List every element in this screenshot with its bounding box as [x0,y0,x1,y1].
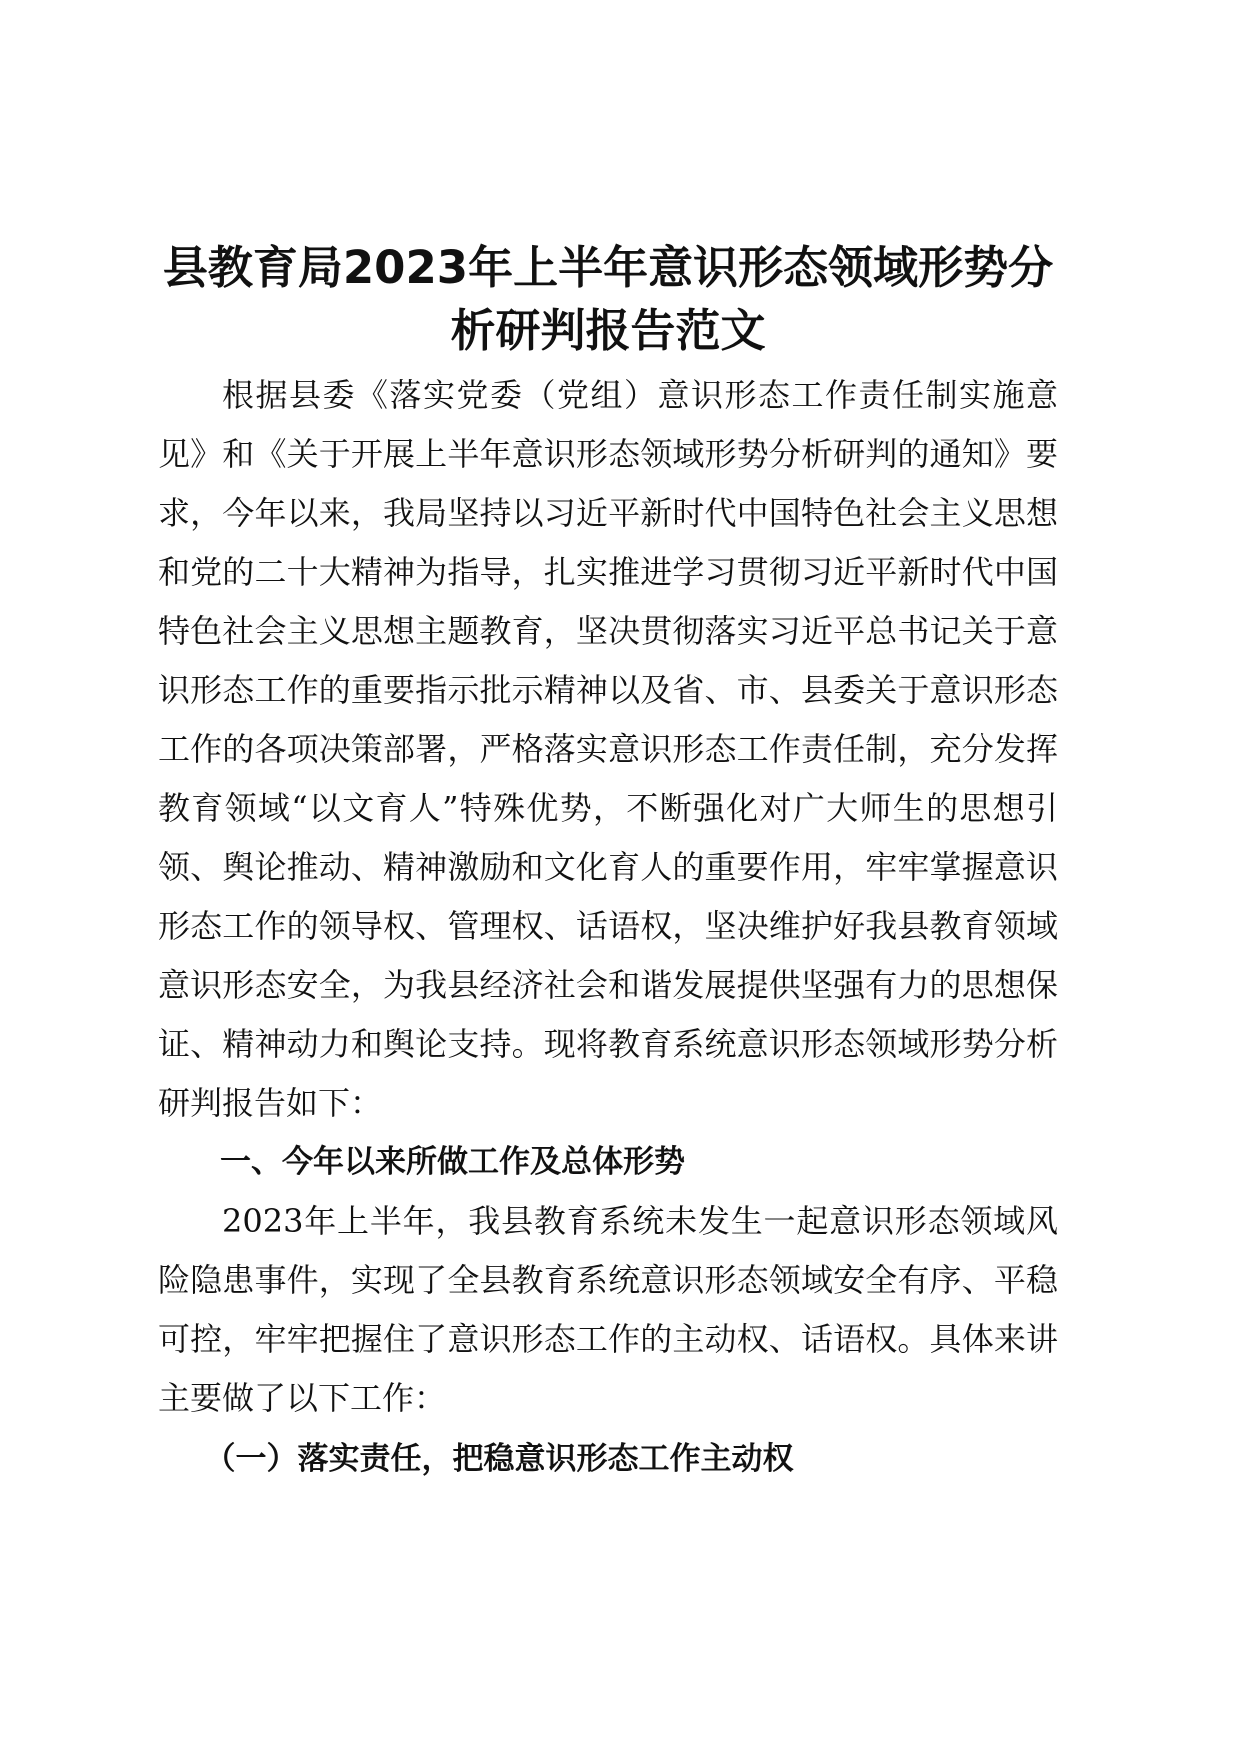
intro-paragraph: 根据县委《落实党委（党组）意识形态工作责任制实施意见》和《关于开展上半年意识形态领域形势分析研判的通知》要求，今年以来，我局坚持以习近平新时代中国特色社会主义思想和党的二十大精神为指导，扎实推进学习贯彻习近平新时代中国特色社会主义思想主题教育，坚决贯彻落实习近平总书记关于意识形态工作的重要指示批示精神以及省、市、县委关于意识形态工作的各项决策部署，严格落实意识形态工作责任制，充分发挥教育领域“以文育人”特殊优势，不断强化对广大师生的思想引领、舆论推动、精神激励和文化育人的重要作用，牢牢掌握意识形态工作的领导权、管理权、话语权，坚决维护好我县教育领域意识形态安全，为我县经济社会和谐发展提供坚强有力的思想保证、精神动力和舆论支持。现将教育系统意识形态领域形势分析研判报告如下： [158,376,1058,1122]
section-1-heading: 一、今年以来所做工作及总体形势 [220,1144,685,1180]
document-body [158,236,1058,1490]
document-title [158,236,1058,362]
title-line-1: 县教育局2023年上半年意识形态领域形势分 [162,241,1054,294]
title-line-2: 析研判报告范文 [450,304,766,357]
section-1-paragraph: 2023年上半年，我县教育系统未发生一起意识形态领域风险隐患事件，实现了全县教育系统意识形态领域安全有序、平稳可控，牢牢把握住了意识形态工作的主动权、话语权。具体来讲主要做了以下工作： [158,1202,1058,1417]
subsection-1-heading: （一）落实责任，把稳意识形态工作主动权 [204,1441,794,1477]
